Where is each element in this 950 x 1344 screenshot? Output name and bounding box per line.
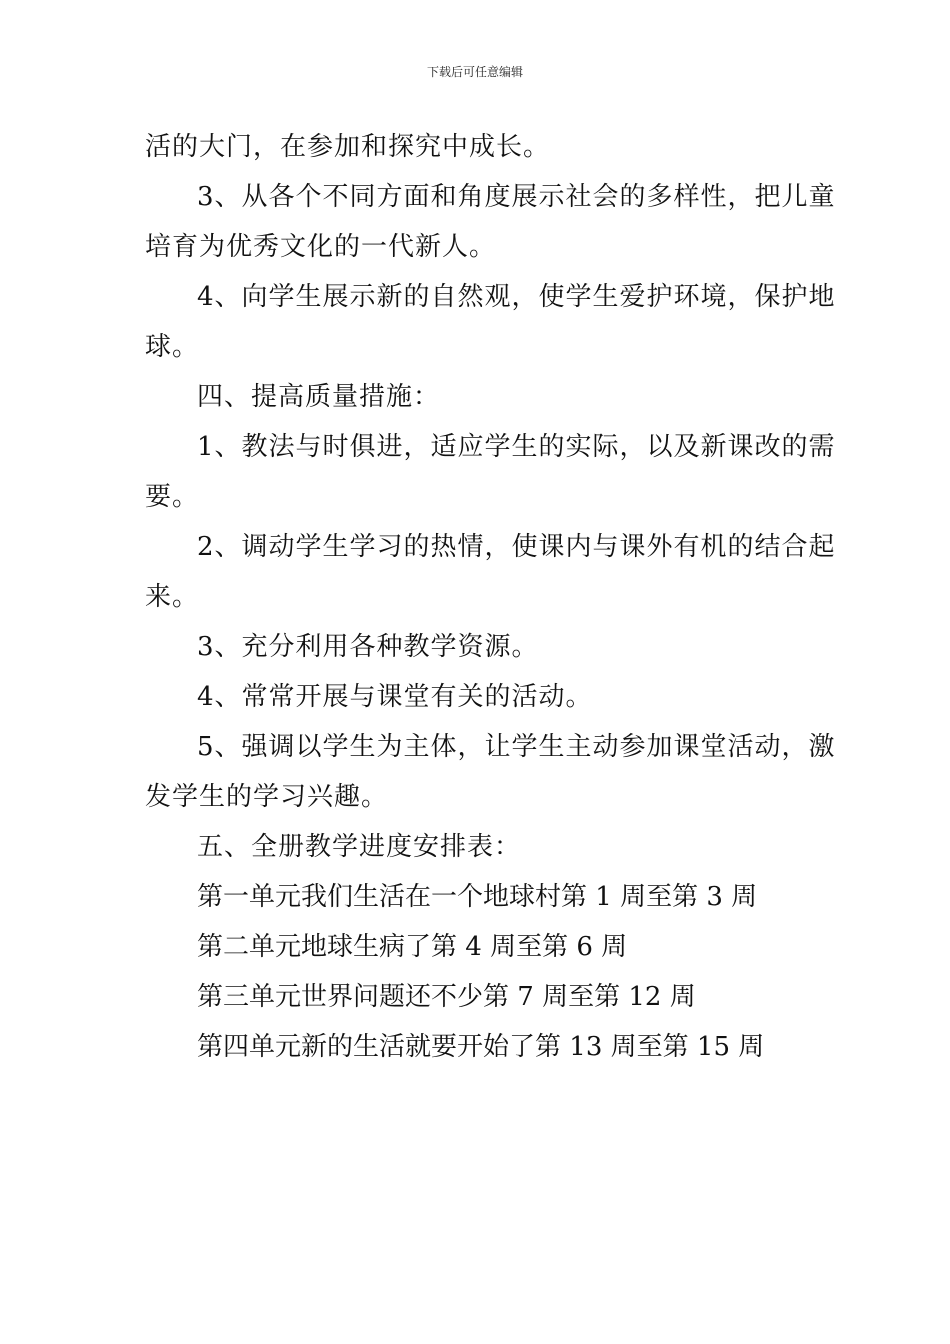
schedule-unit: 第三单元 — [197, 982, 302, 1012]
paragraph-line: 培育为优秀文化的一代新人。 — [145, 232, 497, 262]
document-body — [145, 122, 836, 1072]
section-heading: 四、提高质量措施： — [197, 382, 441, 412]
page-header: 下载后可任意编辑 — [426, 65, 523, 79]
paragraph-line: 5、强调以学生为主体，让学生主动参加课堂活动，激 — [197, 732, 836, 762]
paragraph-line: 来。 — [145, 582, 200, 612]
schedule-row — [145, 972, 810, 1022]
paragraph-line: 要。 — [145, 482, 200, 512]
schedule-row — [145, 872, 810, 922]
schedule-weeks: 第 13 周至第 15 周 — [535, 1032, 765, 1062]
schedule-title: 世界问题还不少 — [301, 982, 484, 1012]
schedule-unit: 第四单元 — [197, 1032, 302, 1062]
schedule-title: 我们生活在一个地球村 — [301, 882, 562, 912]
schedule-unit: 第二单元 — [197, 932, 302, 962]
schedule-weeks: 第 7 周至第 12 周 — [483, 982, 696, 1012]
paragraph-line: 4、向学生展示新的自然观，使学生爱护环境，保护地 — [197, 282, 836, 312]
paragraph-line: 2、调动学生学习的热情，使课内与课外有机的结合起 — [197, 532, 836, 562]
schedule-row — [145, 922, 810, 972]
schedule-title: 新的生活就要开始了 — [301, 1032, 536, 1062]
paragraph-line: 球。 — [145, 332, 200, 362]
schedule-weeks: 第 4 周至第 6 周 — [431, 932, 628, 962]
schedule-row — [145, 1022, 810, 1072]
paragraph-line: 活的大门，在参加和探究中成长。 — [145, 132, 551, 162]
schedule-weeks: 第 1 周至第 3 周 — [561, 882, 758, 912]
section-heading: 五、全册教学进度安排表： — [197, 832, 522, 862]
schedule-unit: 第一单元 — [197, 882, 302, 912]
paragraph-line: 4、常常开展与课堂有关的活动。 — [197, 682, 593, 712]
paragraph-line: 发学生的学习兴趣。 — [145, 782, 389, 812]
schedule-title: 地球生病了 — [301, 932, 432, 962]
paragraph-line: 1、教法与时俱进，适应学生的实际，以及新课改的需 — [197, 432, 836, 462]
paragraph-line: 3、从各个不同方面和角度展示社会的多样性，把儿童 — [197, 182, 836, 212]
paragraph-line: 3、充分利用各种教学资源。 — [197, 632, 539, 662]
